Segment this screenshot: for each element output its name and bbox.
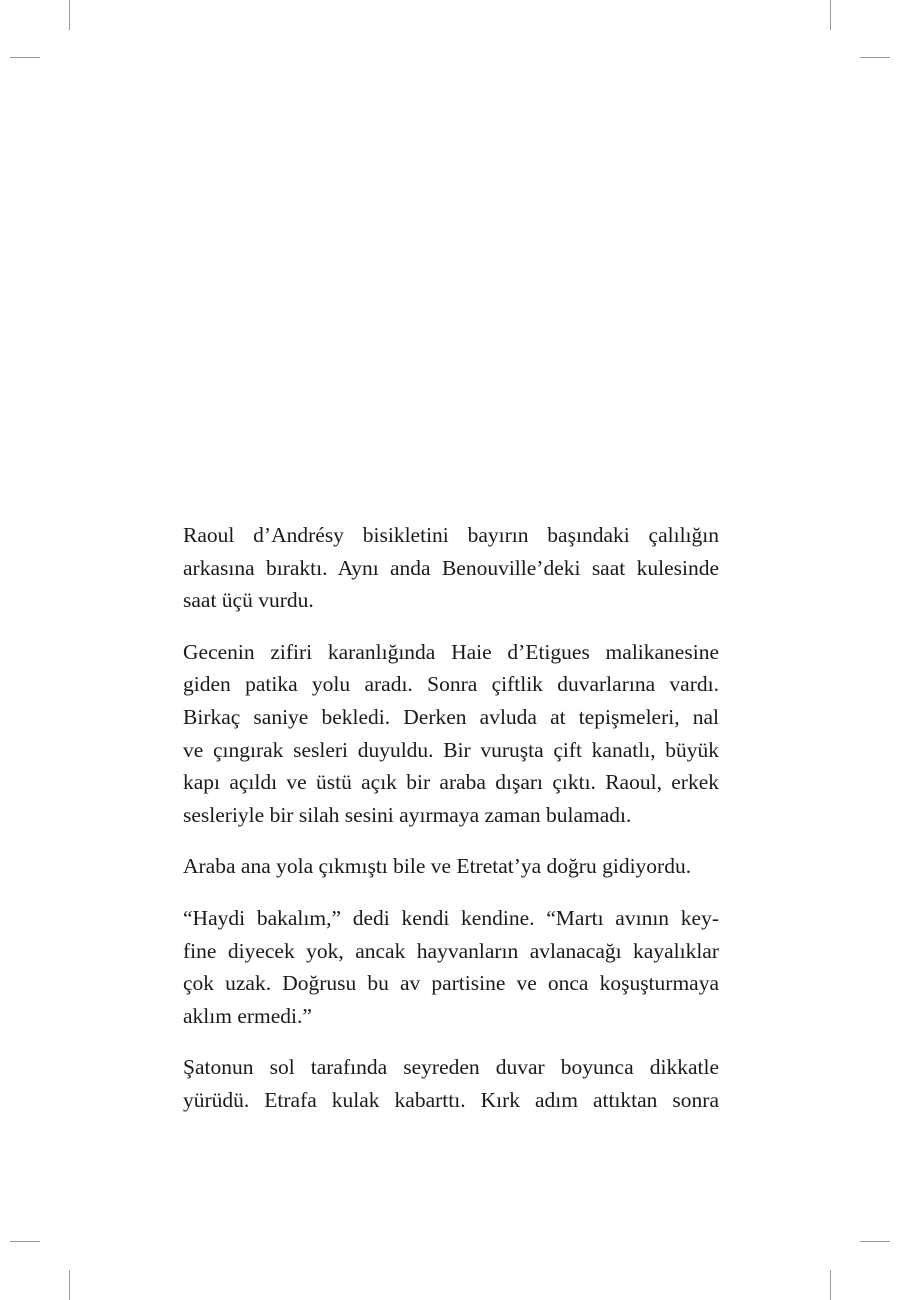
text-line: çok uzak. Doğrusu bu av partisine ve onca koşuşturmaya — [183, 971, 719, 996]
page-body-text — [183, 519, 719, 1136]
paragraph — [183, 636, 719, 832]
paragraph — [183, 850, 719, 883]
text-line: “Haydi bakalım,” dedi kendi kendine. “Martı avının key- — [183, 905, 719, 930]
text-line: kapı açıldı ve üstü açık bir araba dışarı çıktı. Raoul, erkek — [183, 770, 719, 795]
text-line: aklım ermedi.” — [183, 1003, 312, 1028]
crop-mark-bottom-right-horizontal — [860, 1241, 890, 1242]
text-line: Birkaç saniye bekledi. Derken avluda at tepişmeleri, nal — [183, 704, 719, 729]
text-line: Raoul d’Andrésy bisikletini bayırın başındaki çalılığın — [183, 523, 719, 547]
text-line: ve çıngırak sesleri duyuldu. Bir vuruşta çift kanatlı, büyük — [183, 737, 719, 762]
crop-mark-top-right-horizontal — [860, 57, 890, 58]
text-line: fine diyecek yok, ancak hayvanların avlanacağı kayalıklar — [183, 938, 719, 963]
text-line: Gecenin zifiri karanlığında Haie d’Etigues malikanesine — [183, 639, 719, 664]
text-line: Şatonun sol tarafında seyreden duvar boyunca dikkatle — [183, 1055, 719, 1080]
paragraph — [183, 519, 719, 617]
crop-mark-top-left-vertical — [69, 0, 70, 30]
text-line: yürüdü. Etrafa kulak kabarttı. Kırk adım attıktan sonra — [183, 1087, 719, 1112]
crop-mark-bottom-left-horizontal — [10, 1241, 40, 1242]
paragraph — [183, 1051, 719, 1116]
text-line: Araba ana yola çıkmıştı bile ve Etretat’ya doğru gidiyordu. — [183, 854, 692, 879]
crop-mark-top-left-horizontal — [10, 57, 40, 58]
crop-mark-top-right-vertical — [830, 0, 831, 30]
paragraph — [183, 902, 719, 1032]
text-line: saat üçü vurdu. — [183, 588, 314, 613]
text-line: arkasına bıraktı. Aynı anda Benouville’deki saat kulesinde — [183, 555, 719, 580]
crop-mark-bottom-right-vertical — [830, 1270, 831, 1300]
text-line: giden patika yolu aradı. Sonra çiftlik duvarlarına vardı. — [183, 672, 719, 697]
crop-mark-bottom-left-vertical — [69, 1270, 70, 1300]
text-line: sesleriyle bir silah sesini ayırmaya zaman bulamadı. — [183, 802, 632, 827]
